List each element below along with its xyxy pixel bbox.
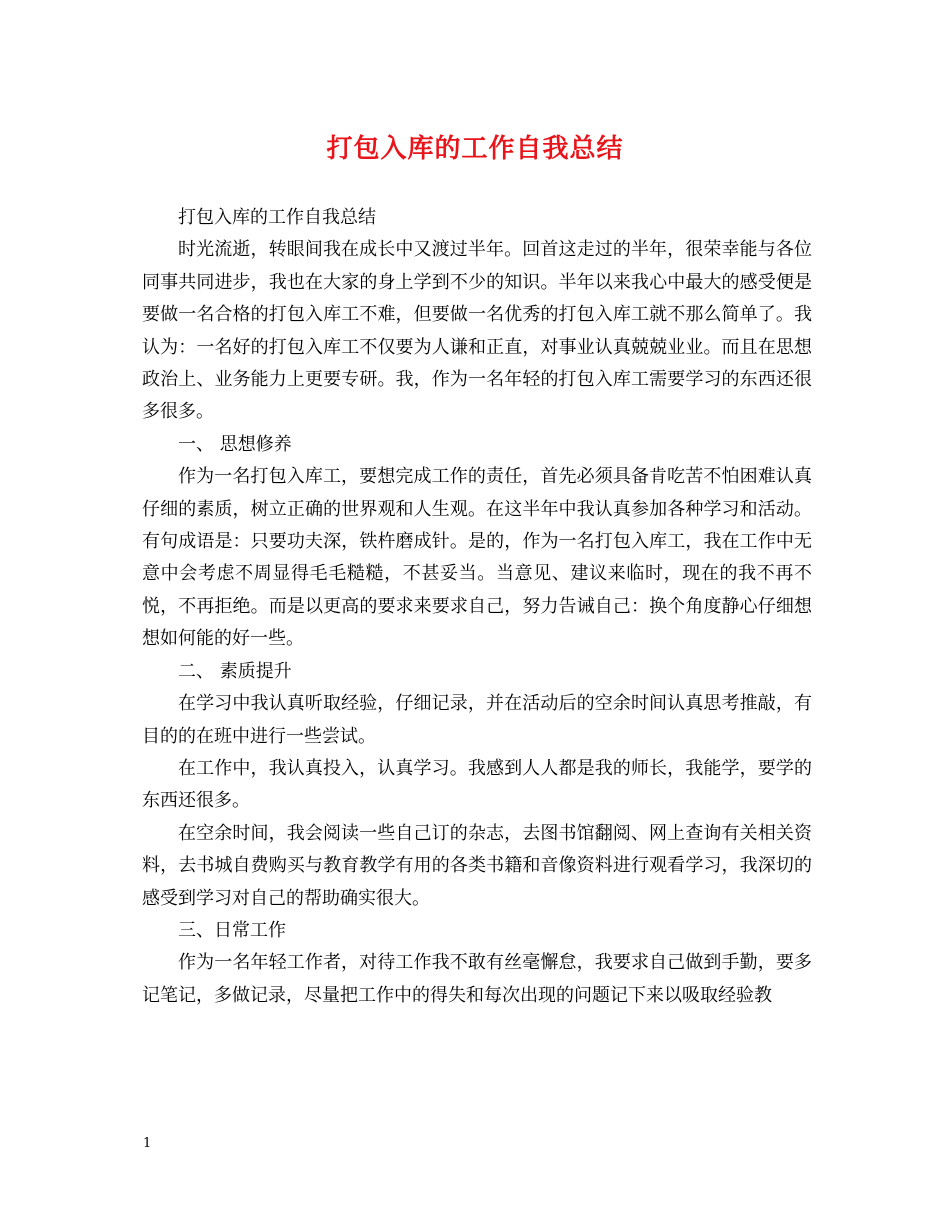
body-paragraph: 在空余时间，我会阅读一些自己订的杂志，去图书馆翻阅、网上查询有关相关资料，去书城自费购买与教育教学有用的各类书籍和音像资料进行观看学习，我深切的感受到学习对自己的帮助确实很大。 <box>142 822 812 909</box>
subtitle-paragraph: 打包入库的工作自我总结 <box>178 207 376 228</box>
page-number: 1 <box>143 1136 152 1151</box>
document-body <box>142 202 812 1012</box>
document-title: 打包入库的工作自我总结 <box>326 134 624 164</box>
section-heading-3: 三、日常工作 <box>178 919 286 941</box>
body-paragraph: 作为一名打包入库工，要想完成工作的责任，首先必须具备肯吃苦不怕困难认真仔细的素质，树立正确的世界观和人生观。在这半年中我认真参加各种学习和活动。有句成语是：只要功夫深，铁杵磨成针。是的，作为一名打包入库工，我在工作中无意中会考虑不周显得毛毛糙糙，不甚妥当。当意见、建议来临时，现在的我不再不悦，不再拒绝。而是以更高的要求来要求自己，努力告诫自己：换个角度静心仔细想想如何能的好一些。 <box>142 466 812 650</box>
intro-paragraph: 时光流逝，转眼间我在成长中又渡过半年。回首这走过的半年，很荣幸能与各位同事共同进步，我也在大家的身上学到不少的知识。半年以来我心中最大的感受便是要做一名合格的打包入库工不难，但要做一名优秀的打包入库工就不那么简单了。我认为：一名好的打包入库工不仅要为人谦和正直，对事业认真兢兢业业。而且在思想政治上、业务能力上更要专研。我，作为一名年轻的打包入库工需要学习的东西还很多很多。 <box>142 239 812 423</box>
body-paragraph: 在学习中我认真听取经验，仔细记录，并在活动后的空余时间认真思考推敲，有目的的在班中进行一些尝试。 <box>142 693 812 747</box>
body-paragraph: 作为一名年轻工作者，对待工作我不敢有丝毫懈怠，我要求自己做到手勤，要多记笔记，多做记录，尽量把工作中的得失和每次出现的问题记下来以吸取经验教 <box>142 952 812 1006</box>
section-heading-2: 二、 素质提升 <box>178 660 292 682</box>
section-heading-1: 一、 思想修养 <box>178 433 292 455</box>
body-paragraph: 在工作中，我认真投入，认真学习。我感到人人都是我的师长，我能学，要学的东西还很多。 <box>142 757 812 812</box>
